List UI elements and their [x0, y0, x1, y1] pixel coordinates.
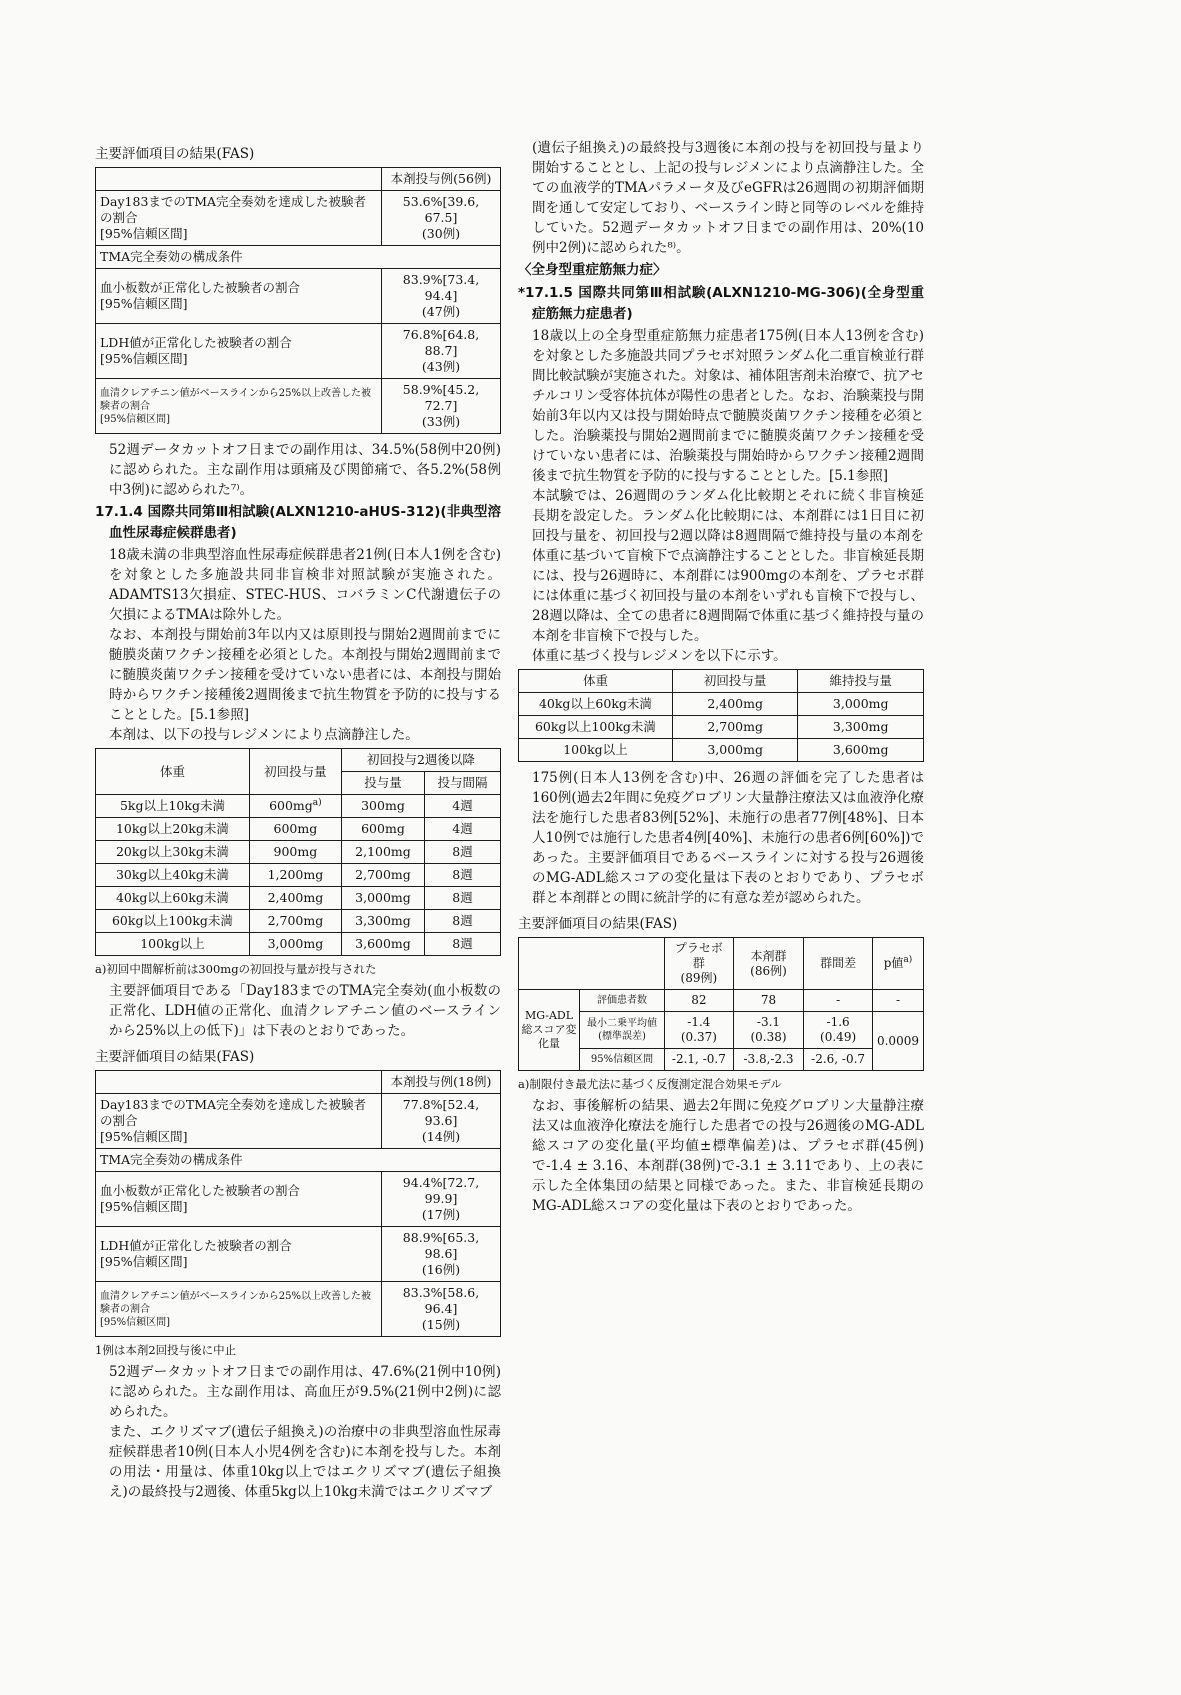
header-initial-dose: 初回投与量: [672, 670, 798, 693]
footnote-marker: a): [312, 797, 322, 808]
count: (15例): [421, 1317, 461, 1332]
weight-cell: 30kg以上40kg未満: [96, 864, 250, 887]
ci-label: [95%信頼区間]: [100, 1129, 188, 1144]
p-value-cell: 0.0009: [872, 1012, 923, 1071]
row-label: LDH値が正常化した被験者の割合: [100, 1238, 292, 1253]
table-row: [96, 1071, 501, 1094]
dose-cell: 300mg: [341, 795, 424, 818]
header-drug: [733, 938, 803, 990]
table-title-fas-56: 主要評価項目の結果(FAS): [95, 146, 255, 162]
row-value-cell: [382, 324, 501, 379]
placebo-value-cell: -1.4 (0.37): [665, 1012, 734, 1049]
paragraph-eculizumab-continuation: (遺伝子組換え)の最終投与3週後に本剤の投与を初回投与量より開始することとし、上記の投与レジメンにより点滴静注した。全ての血液学的TMAパラメータ及びeGFRは26週間の初期評価期間を通して安定しており、ベースライン時と同等のレベルを維持していた。52週データカットオフ日までの副作用は、20%(10例中2例)に認められた⁸⁾。: [532, 140, 924, 256]
group-label: MG-ADL: [524, 1009, 574, 1022]
dose-cell: 2,700mg: [341, 864, 424, 887]
table-row: [96, 818, 501, 841]
row-value-cell: [382, 379, 501, 434]
dose-cell: 2,100mg: [341, 841, 424, 864]
difference-value-cell: -2.6, -0.7: [804, 1049, 873, 1071]
placebo-value-cell: -2.1, -0.7: [665, 1049, 734, 1071]
table-row: [519, 716, 924, 739]
row-label: Day183までのTMA完全奏効を達成した被験者の割合: [100, 1097, 367, 1128]
count: (17例): [421, 1207, 461, 1222]
footnote-mmrm: a)制限付き最尤法に基づく反復測定混合効果モデル: [518, 1077, 782, 1091]
value: 58.9%[45.2, 72.7]: [402, 382, 480, 413]
corner-cell: [96, 168, 382, 191]
difference-value-cell: -: [804, 990, 873, 1012]
dose-table-ahus: [95, 748, 501, 956]
table-row: [519, 670, 924, 693]
dose-value: 600mg: [269, 798, 313, 813]
group-name: プラセボ群: [674, 941, 723, 970]
row-label: (標準誤差): [598, 1031, 646, 1042]
section-heading-17-1-5: *17.1.5 国際共同第Ⅲ相試験(ALXN1210-MG-306)(全身型重症筋無力症患者): [518, 285, 924, 322]
table-row: [519, 739, 924, 762]
row-value-cell: [382, 1094, 501, 1149]
group-label-cell: [519, 990, 580, 1071]
initial-dose-cell: 600mg: [249, 818, 341, 841]
row-label: 血小板数が正常化した被験者の割合: [100, 280, 301, 295]
table-row: [96, 246, 501, 269]
row-label-cell: [580, 1012, 665, 1049]
header-interval: 投与間隔: [425, 772, 501, 795]
weight-cell: 100kg以上: [519, 739, 673, 762]
paragraph-adverse-events-21: 52週データカットオフ日までの副作用は、47.6%(21例中10例)に認められた。主な副作用は、高血圧が9.5%(21例中2例)に認められた。: [109, 1364, 501, 1420]
drug-value-cell: -3.8,-2.3: [733, 1049, 803, 1071]
row-label-cell: [96, 1094, 382, 1149]
ci-label: [95%信頼区間]: [100, 1316, 171, 1328]
row-label-cell: [96, 1227, 382, 1282]
interval-cell: 4週: [425, 795, 501, 818]
group-name: 本剤群: [750, 948, 787, 963]
row-label: 血小板数が正常化した被験者の割合: [100, 1183, 301, 1198]
section-cell: TMA完全奏効の構成条件: [96, 1149, 501, 1172]
header-maintenance-dose: 維持投与量: [798, 670, 924, 693]
weight-cell: 40kg以上60kg未満: [519, 693, 673, 716]
weight-cell: 10kg以上20kg未満: [96, 818, 250, 841]
table-row: [96, 1282, 501, 1337]
count: (43例): [421, 359, 461, 374]
count: (16例): [421, 1262, 461, 1277]
table-row: [96, 191, 501, 246]
paragraph-eculizumab-switch: また、エクリズマブ(遺伝子組換え)の治療中の非典型溶血性尿毒症候群患者10例(日本人小児4例を含む)に本剤を投与した。本剤の用法・用量は、体重10kg以上ではエクリズマブ(遺伝子組換え)の最終投与2週後、体重5kg以上10kg未満ではエクリズマブ: [109, 1424, 501, 1500]
initial-dose-cell: 2,700mg: [672, 716, 798, 739]
weight-cell: 20kg以上30kg未満: [96, 841, 250, 864]
interval-cell: 8週: [425, 933, 501, 956]
initial-dose-cell: [249, 795, 341, 818]
table-title-fas-18: 主要評価項目の結果(FAS): [95, 1049, 255, 1065]
value: 53.6%[39.6, 67.5]: [402, 194, 480, 225]
p-label: p値: [883, 956, 904, 970]
value: 77.8%[52.4, 93.6]: [402, 1097, 480, 1128]
table-row: [96, 1149, 501, 1172]
initial-dose-cell: 2,700mg: [249, 910, 341, 933]
value: 76.8%[64.8, 88.7]: [402, 327, 480, 358]
paragraph-regimen-intro-gmg: 体重に基づく投与レジメンを以下に示す。: [532, 648, 787, 664]
group-n: (86例): [750, 963, 787, 978]
row-value-cell: [382, 1227, 501, 1282]
paragraph-regimen-intro-hus: 本剤は、以下の投与レジメンにより点滴静注した。: [109, 727, 419, 743]
dose-cell: 3,300mg: [341, 910, 424, 933]
count: (14例): [421, 1129, 461, 1144]
initial-dose-cell: 1,200mg: [249, 864, 341, 887]
table-row: [519, 990, 924, 1012]
ci-label: [95%信頼区間]: [100, 1254, 188, 1269]
corner-cell: [519, 938, 665, 990]
initial-dose-cell: 3,000mg: [249, 933, 341, 956]
table-row: [96, 168, 501, 191]
paragraph-results-gmg: 175例(日本人13例を含む)中、26週の評価を完了した患者は160例(過去2年間に免疫グロブリン大量静注療法又は血液浄化療法を施行した患者83例[52%]、未施行の患者77例[48%]、日本人10例では施行した患者4例[40%]、未施行の患者6例[60%])であった。主要評価項目であるベースラインに対する投与26週後のMG-ADL総スコアの変化量は下表のとおりであり、プラセボ群と本剤群との間に統計学的に有意な差が認められた。: [532, 770, 924, 906]
table-row: [519, 1049, 924, 1071]
header-weight: 体重: [96, 749, 250, 795]
ci-label: [95%信頼区間]: [100, 351, 188, 366]
row-label-cell: [96, 1282, 382, 1337]
header-difference: 群間差: [804, 938, 873, 990]
table-row: [96, 1094, 501, 1149]
header-placebo: [665, 938, 734, 990]
row-label-cell: [96, 191, 382, 246]
count: (33例): [421, 414, 461, 429]
value: 83.3%[58.6, 96.4]: [402, 1285, 480, 1316]
paragraph-posthoc-gmg: なお、事後解析の結果、過去2年間に免疫グロブリン大量静注療法又は血液浄化療法を施行した患者での投与26週後のMG-ADL総スコアの変化量(平均値±標準偏差)は、プラセボ群(45例)で-1.4 ± 3.16、本剤群(38例)で-3.1 ± 3.11であり、上の表に示した全体集団の結果と同様であった。また、非盲検延長期のMG-ADL総スコアの変化量は下表のとおりであった。: [532, 1098, 924, 1214]
table-row: [519, 693, 924, 716]
interval-cell: 8週: [425, 841, 501, 864]
paragraph-study-periods-gmg: 本試験では、26週間のランダム化比較期とそれに続く非盲検延長期を設定した。ランダム化比較期には、本剤群には1日目に初回投与量を、初回投与2週以降は8週間隔で維持投与量の本剤を体重に基づいて盲検下で点滴静注することとした。非盲検延長期には、投与26週時に、本剤群には900mgの本剤を、プラセボ群には体重に基づく初回投与量の本剤をいずれも盲検下で投与し、28週以降は、全ての患者に8週間隔で体重に基づく維持投与量の本剤を非盲検下で投与した。: [532, 488, 924, 644]
table-row: [519, 938, 924, 990]
row-label-cell: 95%信頼区間: [580, 1049, 665, 1071]
table-row: [96, 864, 501, 887]
interval-cell: 8週: [425, 887, 501, 910]
footnote-initial-dose: a)初回中間解析前は300mgの初回投与量が投与された: [95, 962, 377, 976]
row-label-cell: [96, 269, 382, 324]
table-row: [96, 910, 501, 933]
placebo-value-cell: 82: [665, 990, 734, 1012]
maintenance-dose-cell: 3,600mg: [798, 739, 924, 762]
corner-cell: [96, 1071, 382, 1094]
right-column: [518, 138, 924, 1502]
table-row: [96, 933, 501, 956]
footnote-marker: a): [903, 955, 913, 965]
interval-cell: 8週: [425, 864, 501, 887]
group-label: 総スコア変化量: [521, 1023, 577, 1050]
section-heading-17-1-4: 17.1.4 国際共同第Ⅲ相試験(ALXN1210-aHUS-312)(非典型溶血性尿毒症候群患者): [95, 504, 501, 541]
ci-label: [95%信頼区間]: [100, 296, 188, 311]
weight-cell: 60kg以上100kg未満: [519, 716, 673, 739]
table-row: [96, 269, 501, 324]
row-label: Day183までのTMA完全奏効を達成した被験者の割合: [100, 194, 367, 225]
table-row: [96, 1172, 501, 1227]
mgadl-results-table: [518, 937, 924, 1071]
left-column: [95, 138, 501, 1502]
paragraph-vaccine-hus: なお、本剤投与開始前3年以内又は原則投与開始2週間前までに髄膜炎菌ワクチン接種を必須とした。本剤投与開始2週間前までに髄膜炎菌ワクチン接種を受けていない患者には、本剤投与開始時からワクチン接種後2週間後まで抗生物質を予防的に投与することとした。[5.1参照]: [109, 627, 501, 723]
value: 94.4%[72.7, 99.9]: [402, 1175, 480, 1206]
column-header-cell: 本剤投与例(56例): [382, 168, 501, 191]
table-row: [96, 887, 501, 910]
ci-label: [95%信頼区間]: [100, 1199, 188, 1214]
paragraph-study-design-gmg: 18歳以上の全身型重症筋無力症患者175例(日本人13例を含む)を対象とした多施設共同プラセボ対照ランダム化二重盲検並行群間比較試験が実施された。対象は、補体阻害剤未治療で、抗アセチルコリン受容体抗体が陽性の患者とした。なお、治験薬投与開始前3年以内又は投与開始時点で髄膜炎菌ワクチン接種を必須とした。治験薬投与開始2週間前までに髄膜炎菌ワクチン接種を受けていない患者には、治験薬投与開始時からワクチン接種2週間後まで抗生物質を予防的に投与することとした。[5.1参照]: [532, 328, 924, 484]
dose-table-gmg: [518, 669, 924, 762]
table-row: [96, 749, 501, 772]
table-row: [96, 795, 501, 818]
header-dose: 投与量: [341, 772, 424, 795]
weight-cell: 60kg以上100kg未満: [96, 910, 250, 933]
dose-cell: 3,000mg: [341, 887, 424, 910]
drug-value-cell: 78: [733, 990, 803, 1012]
header-p-value: [872, 938, 923, 990]
difference-value-cell: -1.6 (0.49): [804, 1012, 873, 1049]
table-row: [519, 1012, 924, 1049]
table-title-fas-gmg: 主要評価項目の結果(FAS): [518, 916, 678, 932]
subsection-heading-gmg: 〈全身型重症筋無力症〉: [518, 262, 667, 278]
weight-cell: 100kg以上: [96, 933, 250, 956]
row-value-cell: [382, 1282, 501, 1337]
row-label-cell: 評価患者数: [580, 990, 665, 1012]
table-row: [96, 1227, 501, 1282]
row-label: 血清クレアチニン値がベースラインから25%以上改善した被験者の割合: [100, 1290, 372, 1315]
ci-label: [95%信頼区間]: [100, 413, 171, 425]
weight-cell: 5kg以上10kg未満: [96, 795, 250, 818]
paragraph-primary-endpoint: 主要評価項目である「Day183までのTMA完全奏効(血小板数の正常化、LDH値の正常化、血清クレアチニン値のベースラインから25%以上の低下)」は下表のとおりであった。: [109, 983, 501, 1039]
row-label-cell: [96, 379, 382, 434]
row-label: 血清クレアチニン値がベースラインから25%以上改善した被験者の割合: [100, 387, 372, 412]
value: 83.9%[73.4, 94.4]: [402, 272, 480, 303]
row-value-cell: [382, 191, 501, 246]
interval-cell: 8週: [425, 910, 501, 933]
results-table-18: [95, 1070, 501, 1337]
table-row: [96, 379, 501, 434]
row-label: LDH値が正常化した被験者の割合: [100, 335, 292, 350]
maintenance-dose-cell: 3,300mg: [798, 716, 924, 739]
ci-label: [95%信頼区間]: [100, 226, 188, 241]
row-value-cell: [382, 1172, 501, 1227]
table-row: [96, 841, 501, 864]
section-cell: TMA完全奏効の構成条件: [96, 246, 501, 269]
initial-dose-cell: 900mg: [249, 841, 341, 864]
paragraph-study-design-hus: 18歳未満の非典型溶血性尿毒症候群患者21例(日本人1例を含む)を対象とした多施設共同非盲検非対照試験が実施された。ADAMTS13欠損症、STEC-HUS、コバラミンC代謝遺伝子の欠損によるTMAは除外した。: [109, 547, 501, 623]
interval-cell: 4週: [425, 818, 501, 841]
two-column-layout: [95, 138, 925, 1502]
results-table-56: [95, 167, 501, 434]
drug-value-cell: -3.1 (0.38): [733, 1012, 803, 1049]
row-label-cell: [96, 1172, 382, 1227]
header-weight: 体重: [519, 670, 673, 693]
dose-cell: 600mg: [341, 818, 424, 841]
p-value-cell: -: [872, 990, 923, 1012]
row-value-cell: [382, 269, 501, 324]
row-label-cell: [96, 324, 382, 379]
header-after-2-weeks: 初回投与2週後以降: [341, 749, 500, 772]
dose-cell: 3,600mg: [341, 933, 424, 956]
maintenance-dose-cell: 3,000mg: [798, 693, 924, 716]
count: (30例): [421, 226, 461, 241]
initial-dose-cell: 2,400mg: [672, 693, 798, 716]
header-initial-dose: 初回投与量: [249, 749, 341, 795]
group-n: (89例): [680, 971, 718, 985]
footnote-discontinued: 1例は本剤2回投与後に中止: [95, 1343, 237, 1357]
row-label: 最小二乗平均値: [587, 1018, 657, 1029]
table-row: [96, 324, 501, 379]
column-header-cell: 本剤投与例(18例): [382, 1071, 501, 1094]
weight-cell: 40kg以上60kg未満: [96, 887, 250, 910]
initial-dose-cell: 2,400mg: [249, 887, 341, 910]
initial-dose-cell: 3,000mg: [672, 739, 798, 762]
count: (47例): [421, 304, 461, 319]
paragraph-adverse-events-56: 52週データカットオフ日までの副作用は、34.5%(58例中20例)に認められた。主な副作用は頭痛及び関節痛で、各5.2%(58例中3例)に認められた⁷⁾。: [109, 442, 501, 498]
value: 88.9%[65.3, 98.6]: [402, 1230, 480, 1261]
